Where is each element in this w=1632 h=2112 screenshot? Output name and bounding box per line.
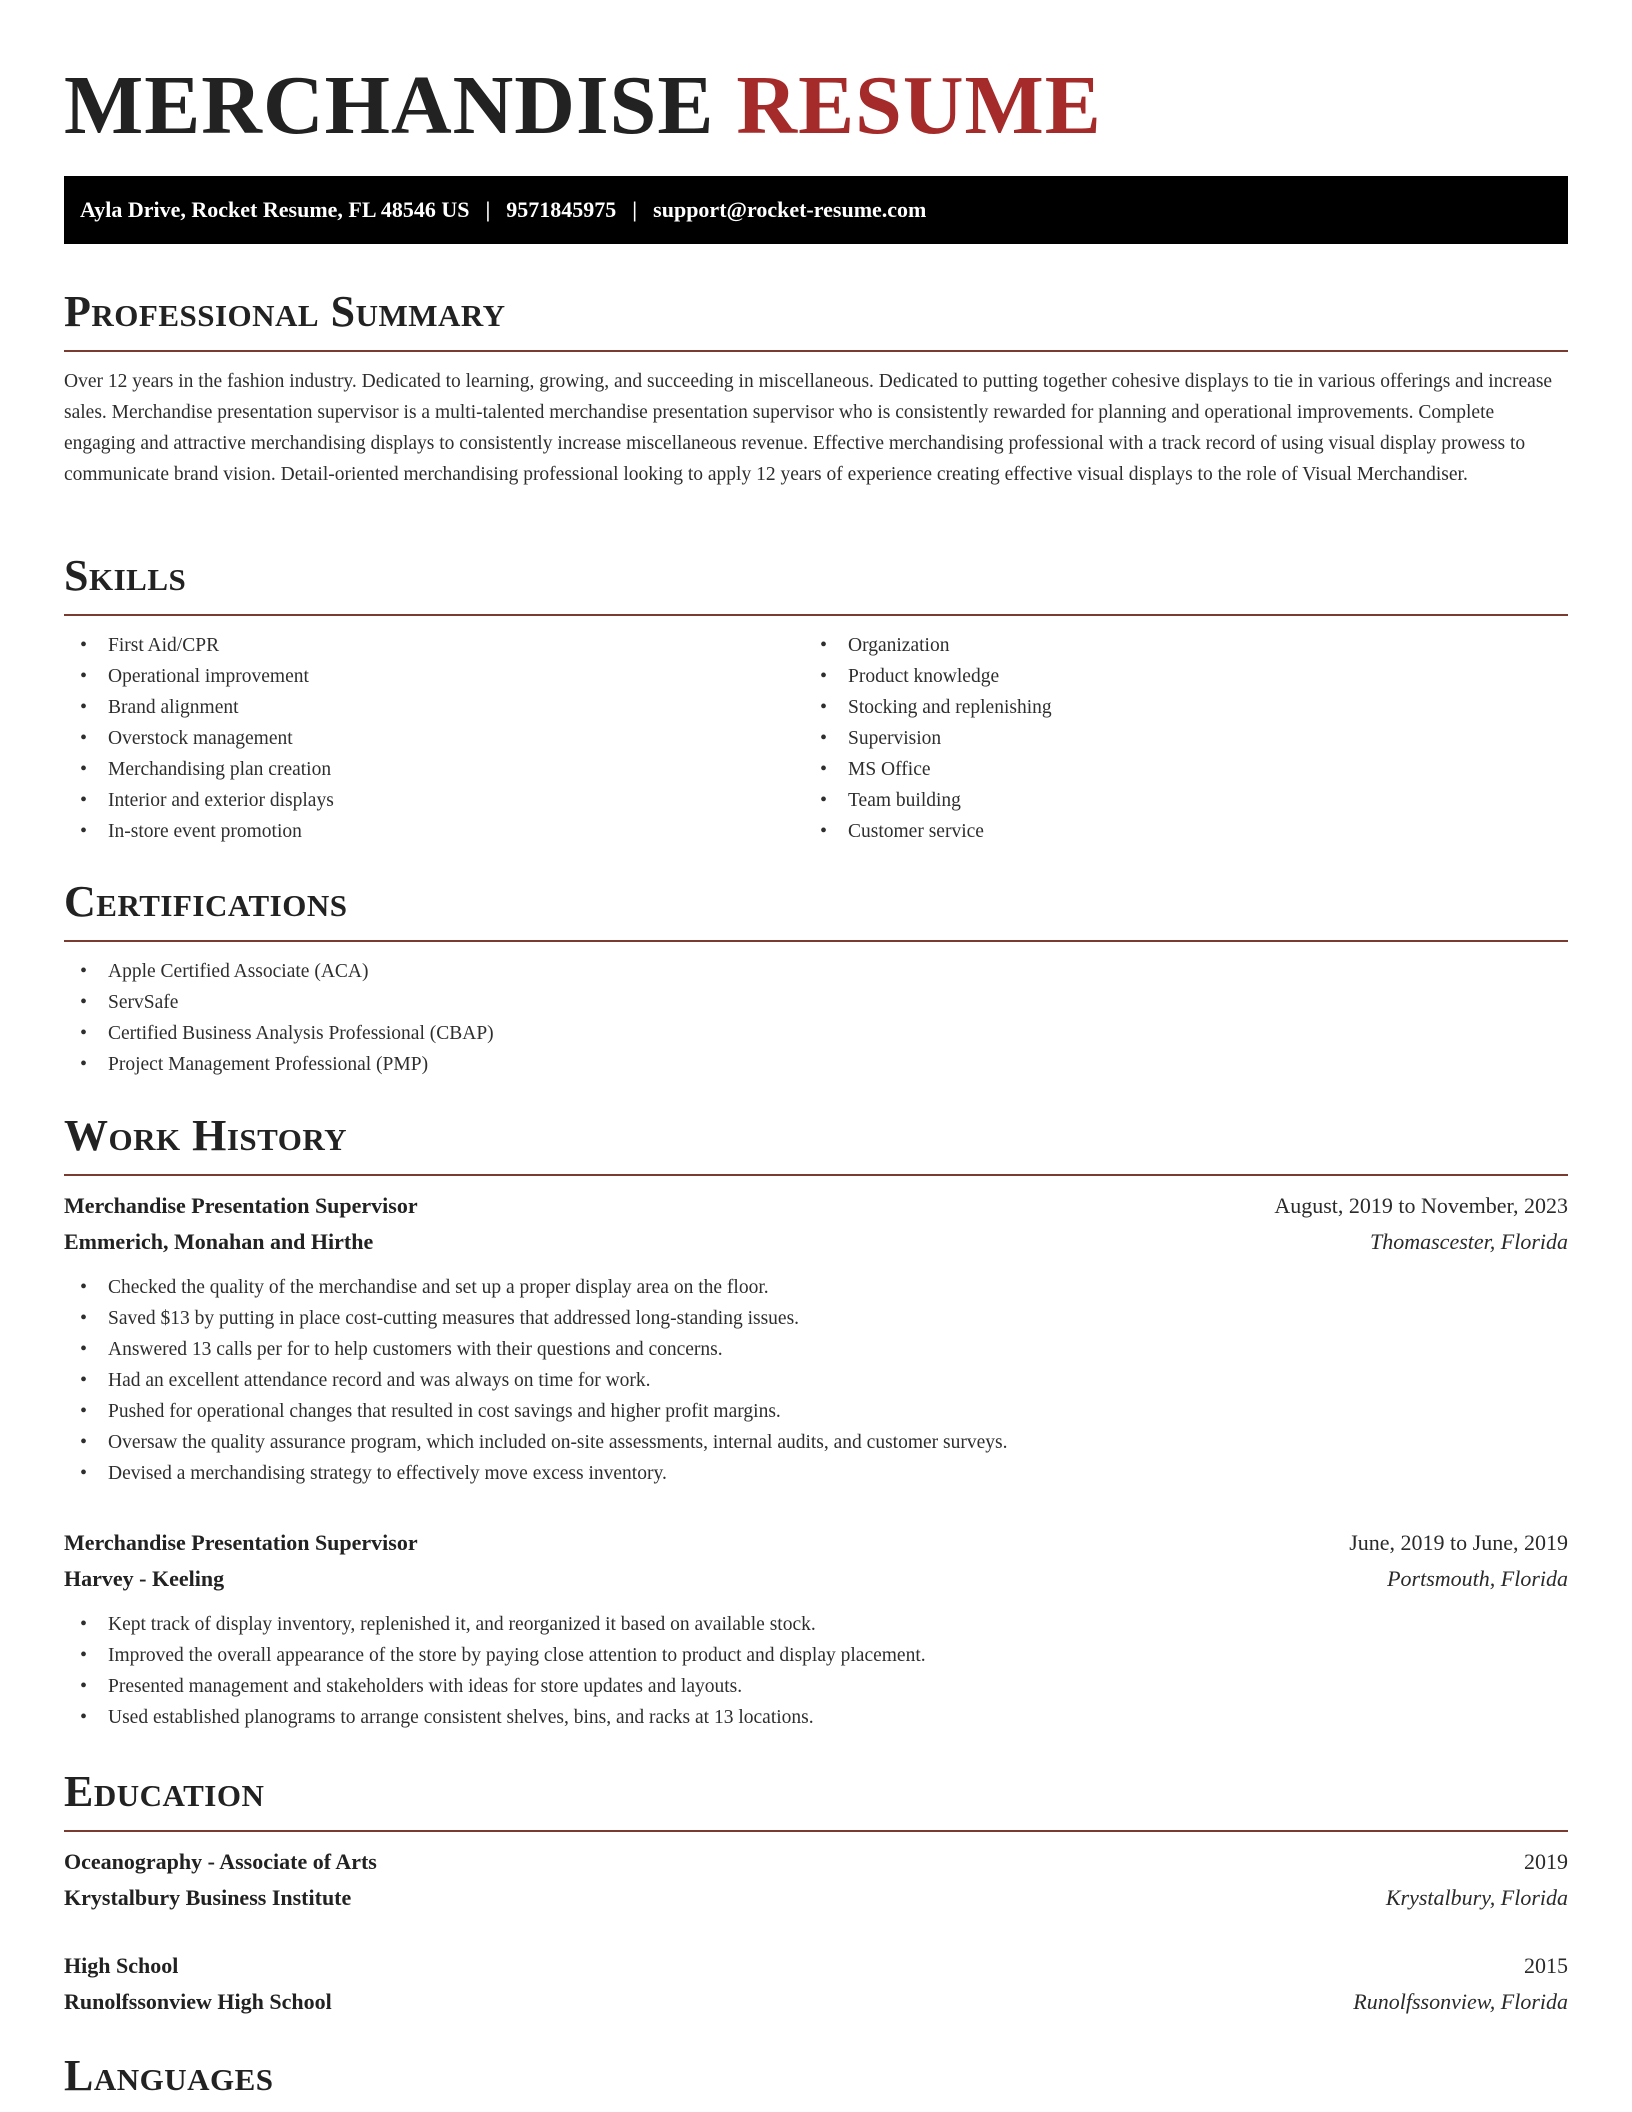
education-year: 2019 — [1524, 1849, 1568, 1874]
job-title: Merchandise Presentation Supervisor — [64, 1530, 418, 1555]
job-location: Thomascester, Florida — [1370, 1229, 1568, 1254]
education-degree: High School — [64, 1953, 179, 1978]
section-divider — [64, 1830, 1568, 1832]
contact-phone: 9571845975 — [506, 197, 617, 222]
education-location: Runolfssonview, Florida — [1353, 1989, 1568, 2014]
job-duty-item: • Saved $13 by putting in place cost-cutting measures that addressed long-standing issues. — [64, 1303, 1568, 1334]
education-school: Krystalbury Business Institute — [64, 1885, 352, 1910]
skill-item: • MS Office — [804, 754, 1544, 785]
languages-section — [64, 2048, 1568, 2104]
job-company: Emmerich, Monahan and Hirthe — [64, 1229, 374, 1254]
job-duties — [64, 1272, 1568, 1489]
job-duty-item: • Used established planograms to arrange consistent shelves, bins, and racks at 13 locations. — [64, 1702, 1568, 1733]
skill-item: • Merchandising plan creation — [64, 754, 804, 785]
job-location: Portsmouth, Florida — [1387, 1566, 1568, 1591]
work-history-section — [64, 1108, 1568, 1733]
section-divider — [64, 940, 1568, 942]
certification-item: • Certified Business Analysis Professional (CBAP) — [64, 1018, 1568, 1049]
job-duty-item: • Improved the overall appearance of the store by paying close attention to product and display placement. — [64, 1640, 1568, 1671]
contact-separator: | — [632, 197, 638, 222]
job-dates: June, 2019 to June, 2019 — [1349, 1530, 1568, 1555]
education-degree: Oceanography - Associate of Arts — [64, 1849, 377, 1874]
job-duty-item: • Pushed for operational changes that resulted in cost savings and higher profit margins. — [64, 1396, 1568, 1427]
job-duty-item: • Devised a merchandising strategy to effectively move excess inventory. — [64, 1458, 1568, 1489]
skills-section — [64, 548, 1568, 847]
summary-text: Over 12 years in the fashion industry. Dedicated to learning, growing, and succeeding in miscellaneous. Dedicated to putting together cohesive displays to tie in various offerings and increase sales. Merchandise presentation supervisor is a multi-talented merchandise presentation supervisor who is consistently rewarded for planning and operational improvements. Complete engaging and attractive merchandising displays to consistently increase miscellaneous revenue. Effective merchandising professional with a track record of using visual display prowess to communicate brand vision. Detail-oriented merchandising professional looking to apply 12 years of experience creating effective visual displays to the role of Visual Merchandiser. — [64, 371, 1553, 485]
job-duty-item: • Answered 13 calls per for to help customers with their questions and concerns. — [64, 1334, 1568, 1365]
job-company: Harvey - Keeling — [64, 1566, 225, 1591]
job-entry — [64, 1188, 1568, 1489]
certifications-section — [64, 874, 1568, 1080]
skill-item: • Operational improvement — [64, 661, 804, 692]
skill-item: • Stocking and replenishing — [804, 692, 1544, 723]
job-entry — [64, 1525, 1568, 1733]
skill-item: • First Aid/CPR — [64, 630, 804, 661]
work-history-heading: Work History — [64, 1111, 348, 1160]
education-location: Krystalbury, Florida — [1385, 1885, 1568, 1910]
skills-list-right — [804, 630, 1544, 847]
skills-list-left — [64, 630, 804, 847]
title-accent: RESUME — [736, 59, 1102, 152]
education-entry — [64, 1948, 1568, 2020]
skills-heading: Skills — [64, 551, 187, 600]
education-entry — [64, 1844, 1568, 1916]
certifications-list — [64, 956, 1568, 1080]
summary-section — [64, 284, 1568, 490]
job-duty-item: • Kept track of display inventory, replenished it, and reorganized it based on available stock. — [64, 1609, 1568, 1640]
certification-item: • Apple Certified Associate (ACA) — [64, 956, 1568, 987]
skill-item: • Interior and exterior displays — [64, 785, 804, 816]
skill-item: • Supervision — [804, 723, 1544, 754]
contact-bar — [64, 176, 1568, 244]
job-title: Merchandise Presentation Supervisor — [64, 1193, 418, 1218]
skill-item: • Product knowledge — [804, 661, 1544, 692]
contact-email: support@rocket-resume.com — [653, 197, 927, 222]
title-main: MERCHANDISE — [64, 59, 715, 152]
section-divider — [64, 1174, 1568, 1176]
contact-address: Ayla Drive, Rocket Resume, FL 48546 US — [80, 197, 470, 222]
skill-item: • Customer service — [804, 816, 1544, 847]
job-duty-item: • Checked the quality of the merchandise and set up a proper display area on the floor. — [64, 1272, 1568, 1303]
job-duty-item: • Had an excellent attendance record and was always on time for work. — [64, 1365, 1568, 1396]
job-dates: August, 2019 to November, 2023 — [1274, 1193, 1568, 1218]
skills-columns — [64, 616, 1568, 847]
job-duty-item: • Presented management and stakeholders with ideas for store updates and layouts. — [64, 1671, 1568, 1702]
section-divider — [64, 350, 1568, 352]
resume-title — [64, 56, 1102, 156]
education-year: 2015 — [1524, 1953, 1568, 1978]
skill-item: • Overstock management — [64, 723, 804, 754]
skill-item: • Organization — [804, 630, 1544, 661]
contact-separator: | — [485, 197, 491, 222]
languages-heading: Languages — [64, 2051, 274, 2100]
job-duty-item: • Oversaw the quality assurance program, which included on-site assessments, internal audits, and customer surveys. — [64, 1427, 1568, 1458]
education-heading: Education — [64, 1767, 265, 1816]
job-duties — [64, 1609, 1568, 1733]
skill-item: • Brand alignment — [64, 692, 804, 723]
certification-item: • Project Management Professional (PMP) — [64, 1049, 1568, 1080]
certification-item: • ServSafe — [64, 987, 1568, 1018]
summary-heading: Professional Summary — [64, 287, 506, 336]
skill-item: • In-store event promotion — [64, 816, 804, 847]
skill-item: • Team building — [804, 785, 1544, 816]
certifications-heading: Certifications — [64, 877, 348, 926]
education-school: Runolfssonview High School — [64, 1989, 332, 2014]
education-section — [64, 1764, 1568, 2020]
